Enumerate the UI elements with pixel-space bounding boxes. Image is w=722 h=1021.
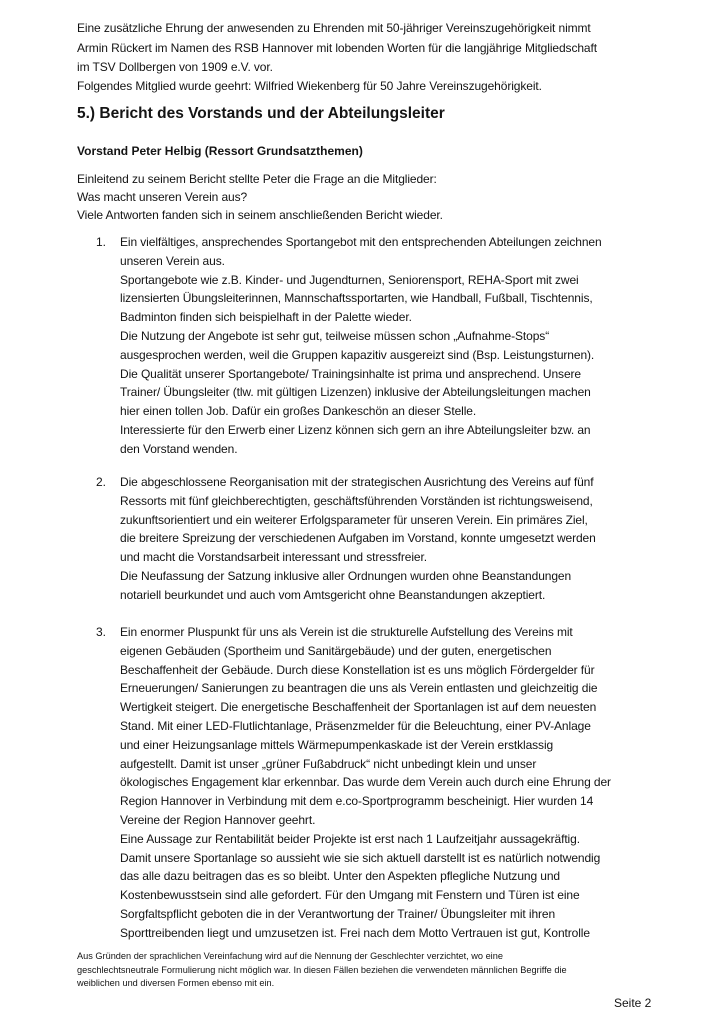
list-item-line: die breitere Spreizung der verschiedenen Aufgaben im Vorstand, konnte umgesetzt werden — [120, 531, 596, 546]
list-item-line: ausgesprochen werden, weil die Gruppen kapazitiv ausgereizt sind (Bsp. Leistungsturnen). — [120, 347, 595, 362]
list-item-line: Die Nutzung der Angebote ist sehr gut, teilweise müssen schon „Aufnahme-Stops“ — [120, 329, 550, 343]
list-item-line: Trainer/ Übungsleiter (tlw. mit gültigen Lizenzen) inklusive der Abteilungsleitungen machen — [120, 385, 591, 400]
list-item-line: Ressorts mit fünf gleichberechtigten, geschäftsführenden Vorständen ist richtungsweisend, — [120, 493, 593, 508]
list-item-line: Kostenbewusstsein sind alle gefordert. Für den Umgang mit Fenstern und Türen ist eine — [120, 888, 580, 903]
list-item-line: Eine Aussage zur Rentabilität beider Projekte ist erst nach 1 Laufzeitjahr aussagekräftig. — [120, 831, 580, 846]
list-number: 2. — [96, 475, 107, 489]
list-number: 1. — [96, 235, 107, 249]
subheading: Vorstand Peter Helbig (Ressort Grundsatzthemen) — [77, 144, 363, 158]
list-item-line: Ein vielfältiges, ansprechendes Sportangebot mit den entsprechenden Abteilungen zeichnen — [120, 235, 602, 249]
list-item-line: Region Hannover in Verbindung mit dem e.co-Sportprogramm bescheinigt. Hier wurden 14 — [120, 794, 594, 809]
section-heading: 5.) Bericht des Vorstands und der Abteilungsleiter — [77, 105, 445, 122]
intro-line: Folgendes Mitglied wurde geehrt: Wilfried Wiekenberg für 50 Jahre Vereinszugehörigkeit. — [77, 79, 542, 93]
list-item-line: Ein enormer Pluspunkt für uns als Verein ist die strukturelle Aufstellung des Vereins mit — [120, 625, 573, 639]
list-item-line: Die Neufassung der Satzung inklusive aller Ordnungen wurden ohne Beanstandungen — [120, 569, 572, 583]
lead-line: Was macht unseren Verein aus? — [77, 190, 248, 204]
page-number: Seite 2 — [614, 996, 652, 1010]
list-item-line: und einer Heizungsanlage mittels Wärmepumpenkaskade ist der Verein erstklassig — [120, 737, 554, 752]
list-item-line: ökologisches Engagement klar erkennbar. Das wurde dem Verein auch durch eine Ehrung der — [120, 775, 611, 790]
list-item-line: Sporttreibenden liegt und umzusetzen ist. Frei nach dem Motto Vertrauen ist gut, Kontrolle — [120, 925, 590, 940]
list-item-line: Wertigkeit steigert. Die energetische Beschaffenheit der Sportanlagen ist auf dem neuesten — [120, 700, 597, 715]
list-number: 3. — [96, 625, 107, 639]
intro-line: im TSV Dollbergen von 1909 e.V. vor. — [77, 60, 273, 74]
list-item-line: eigenen Gebäuden (Sportheim und Sanitärgebäude) und der guten, energetischen — [120, 643, 552, 658]
list-item-line: Sorgfaltspflicht geboten die in der Verantwortung der Trainer/ Übungsleiter mit ihren — [120, 907, 556, 921]
lead-line: Einleitend zu seinem Bericht stellte Peter die Frage an die Mitglieder: — [77, 172, 437, 186]
list-item-line: Damit unsere Sportanlage so aussieht wie sie sich aktuell darstellt ist es natürlich notwendig — [120, 850, 601, 865]
footnote-line: geschlechtsneutrale Formulierung nicht möglich war. In diesen Fällen beziehen die verwendeten männlichen Begriffe die — [77, 964, 567, 975]
list-item-line: Sportangebote wie z.B. Kinder- und Jugendturnen, Seniorensport, REHA-Sport mit zwei — [120, 272, 579, 287]
list-item-line: Beschaffenheit der Gebäude. Durch diese Konstellation ist es uns möglich Fördergelder für — [120, 662, 595, 677]
list-item-line: Stand. Mit einer LED-Flutlichtanlage, Präsenzmelder für die Beleuchtung, einer PV-Anlage — [120, 719, 591, 733]
list-item-line: aufgestellt. Damit ist unser „grüner Fußabdruck“ nicht unbedingt klein und unser — [120, 756, 537, 771]
list-item-line: Badminton finden sich beispielhaft in der Palette wieder. — [120, 310, 412, 325]
list-item-line: unseren Verein aus. — [120, 253, 225, 268]
footnote-line: Aus Gründen der sprachlichen Vereinfachung wird auf die Nennung der Geschlechter verzichtet, wo eine — [77, 951, 503, 961]
list-item-line: Interessierte für den Erwerb einer Lizenz können sich gern an ihre Abteilungsleiter bzw. an — [120, 423, 591, 437]
list-item-line: Die abgeschlossene Reorganisation mit der strategischen Ausrichtung des Vereins auf fünf — [120, 475, 594, 489]
list-item-line: hier einen tollen Job. Dafür ein großes Dankeschön an dieser Stelle. — [120, 404, 477, 419]
list-item-line: zukunftsorientiert und ein weiterer Erfolgsparameter für unseren Verein. Ein primäres Ziel, — [120, 512, 588, 527]
list-item-line: Die Qualität unserer Sportangebote/ Trainingsinhalte ist prima und ansprechend. Unsere — [120, 366, 582, 381]
list-item-line: den Vorstand wenden. — [120, 441, 238, 456]
list-item-line: notariell beurkundet und auch vom Amtsgericht ohne Beanstandungen akzeptiert. — [120, 587, 546, 602]
list-item-line: Vereine der Region Hannover geehrt. — [120, 813, 316, 827]
lead-line: Viele Antworten fanden sich in seinem anschließenden Bericht wieder. — [77, 208, 443, 222]
intro-line: Eine zusätzliche Ehrung der anwesenden zu Ehrenden mit 50-jähriger Vereinszugehörigkeit nimmt — [77, 21, 591, 35]
list-item-line: lizensierten Übungsleiterinnen, Mannschaftssportarten, wie Handball, Fußball, Tischtennis, — [120, 291, 593, 306]
list-item-line: Erneuerungen/ Sanierungen zu beantragen die uns als Verein entlasten und gleichzeitig die — [120, 681, 598, 696]
intro-line: Armin Rückert im Namen des RSB Hannover mit lobenden Worten für die langjährige Mitgliedschaft — [77, 41, 597, 55]
list-item-line: das alle dazu beitragen das es so bleibt. Unter den Aspekten pflegliche Nutzung und — [120, 869, 561, 884]
list-item-line: und macht die Vorstandsarbeit interessant und stressfreier. — [120, 550, 427, 565]
footnote-line: weiblichen und diversen Formen ebenso mit ein. — [77, 978, 275, 988]
footnote — [77, 950, 567, 991]
